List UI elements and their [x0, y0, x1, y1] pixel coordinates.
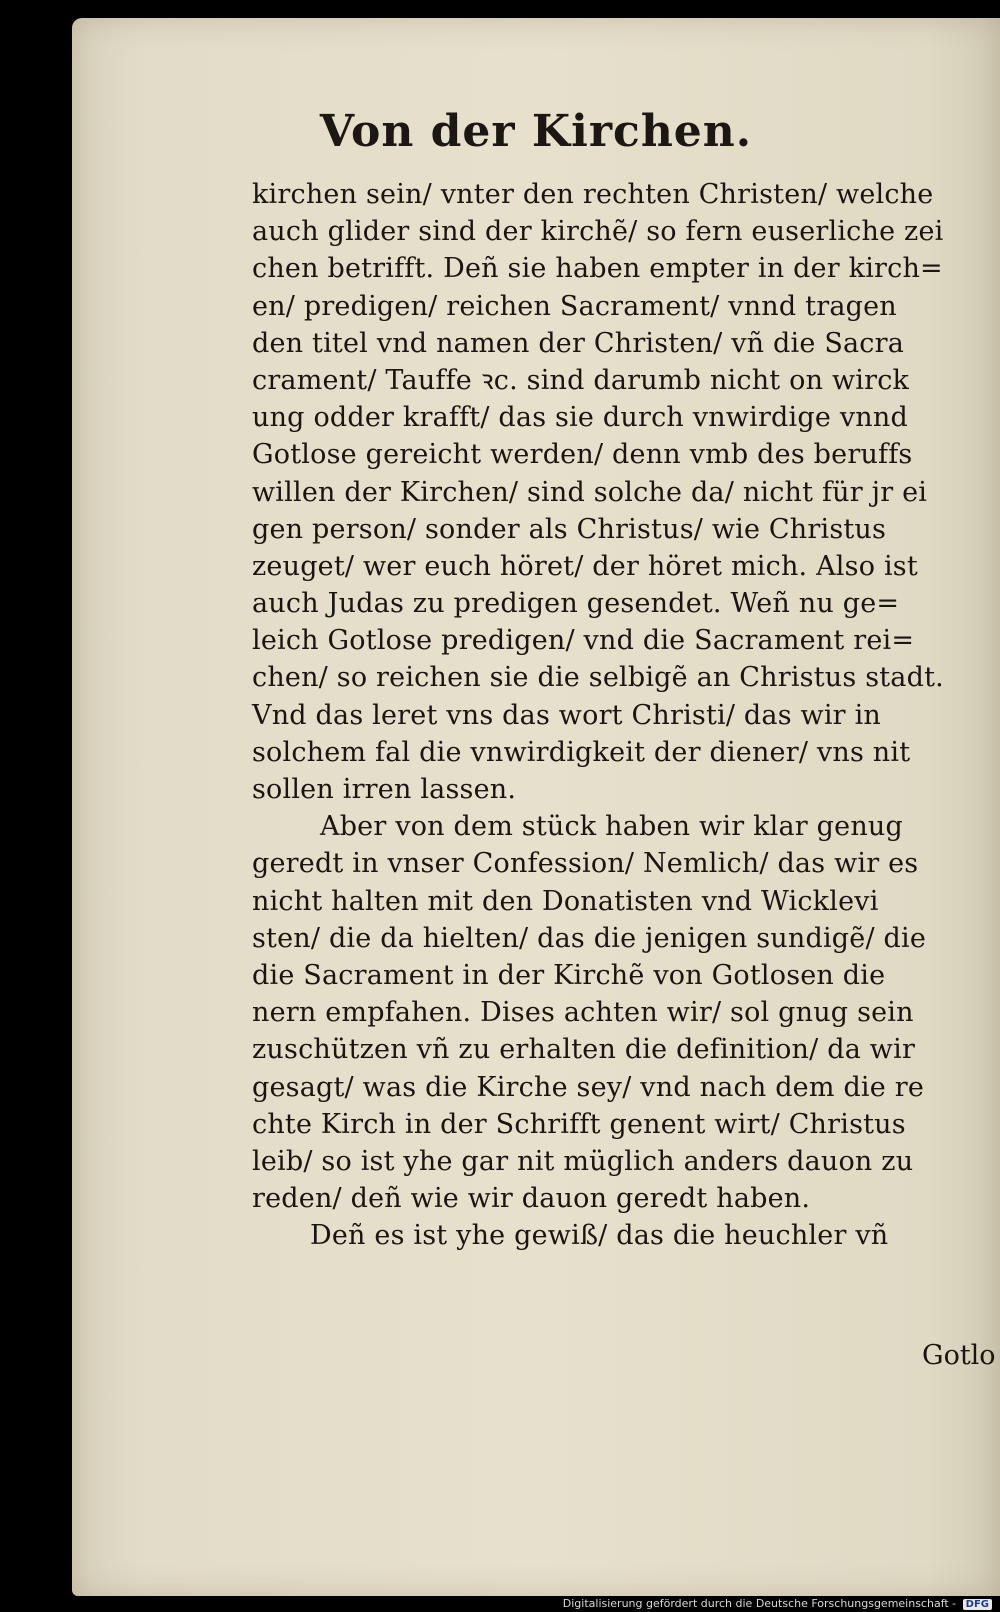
digitization-credit	[563, 1597, 992, 1610]
text-line: chen betrifft. Deñ sie haben empter in der kirch=	[252, 253, 943, 285]
text-line: Deñ es ist yhe gewiß/ das die heuchler vñ	[310, 1220, 889, 1252]
text-line: leich Gotlose predigen/ vnd die Sacrament rei=	[252, 625, 915, 657]
dfg-logo: DFG	[963, 1599, 992, 1610]
text-line: kirchen sein/ vnter den rechten Christen/ welche	[252, 179, 934, 210]
text-line: sollen irren lassen.	[252, 774, 517, 805]
text-line: gen person/ sonder als Christus/ wie Christus	[252, 513, 887, 545]
text-line: solchem fal die vnwirdigkeit der diener/ vns nit	[252, 736, 911, 768]
text-line: zuschützen vñ zu erhalten die definition/ da wir	[252, 1034, 916, 1066]
text-line: leib/ so ist yhe gar nit müglich anders dauon zu	[252, 1145, 914, 1177]
text-line: Aber von dem stück haben wir klar genug	[320, 811, 904, 843]
text-line: chen/ so reichen sie die selbigẽ an Christus stadt.	[252, 662, 944, 694]
text-line: auch Judas zu predigen gesendet. Weñ nu ge=	[252, 588, 900, 620]
text-line: reden/ deñ wie wir dauon geredt haben.	[252, 1183, 811, 1215]
text-line: crament/ Tauffe ꝛc. sind darumb nicht on wirck	[252, 364, 910, 396]
running-head: Von der Kirchen.	[319, 106, 753, 157]
text-line: geredt in vnser Confession/ Nemlich/ das wir es	[252, 848, 919, 880]
text-line: den titel vnd namen der Christen/ vñ die Sacra	[252, 327, 905, 359]
text-line: die Sacrament in der Kirchẽ von Gotlosen die	[252, 959, 886, 991]
text-line: zeuget/ wer euch höret/ der höret mich. Also ist	[252, 550, 918, 582]
text-line: ung odder krafft/ das sie durch vnwirdige vnnd	[252, 402, 908, 434]
text-line: en/ predigen/ reichen Sacrament/ vnnd tragen	[252, 290, 897, 322]
text-line: willen der Kirchen/ sind solche da/ nicht für jr ei	[252, 476, 928, 508]
text-block	[252, 176, 1000, 1254]
text-line: nern empfahen. Dises achten wir/ sol gnug sein	[252, 997, 914, 1029]
text-line: sten/ die da hielten/ das die jenigen sundigẽ/ die	[252, 922, 927, 954]
text-line: auch glider sind der kirchẽ/ so fern euserliche zei	[252, 216, 944, 248]
credit-text: Digitalisierung gefördert durch die Deutsche Forschungsgemeinschaft -	[562, 1597, 957, 1610]
book-page	[72, 18, 1000, 1596]
text-line: chte Kirch in der Schrifft genent wirt/ Christus	[252, 1108, 906, 1140]
text-line: gesagt/ was die Kirche sey/ vnd nach dem die re	[252, 1071, 925, 1103]
catchword: Gotlo	[922, 1340, 996, 1371]
text-line: nicht halten mit den Donatisten vnd Wicklevi	[252, 885, 879, 917]
text-line: Vnd das leret vns das wort Christi/ das wir in	[252, 699, 882, 731]
text-line: Gotlose gereicht werden/ denn vmb des beruffs	[252, 439, 913, 471]
